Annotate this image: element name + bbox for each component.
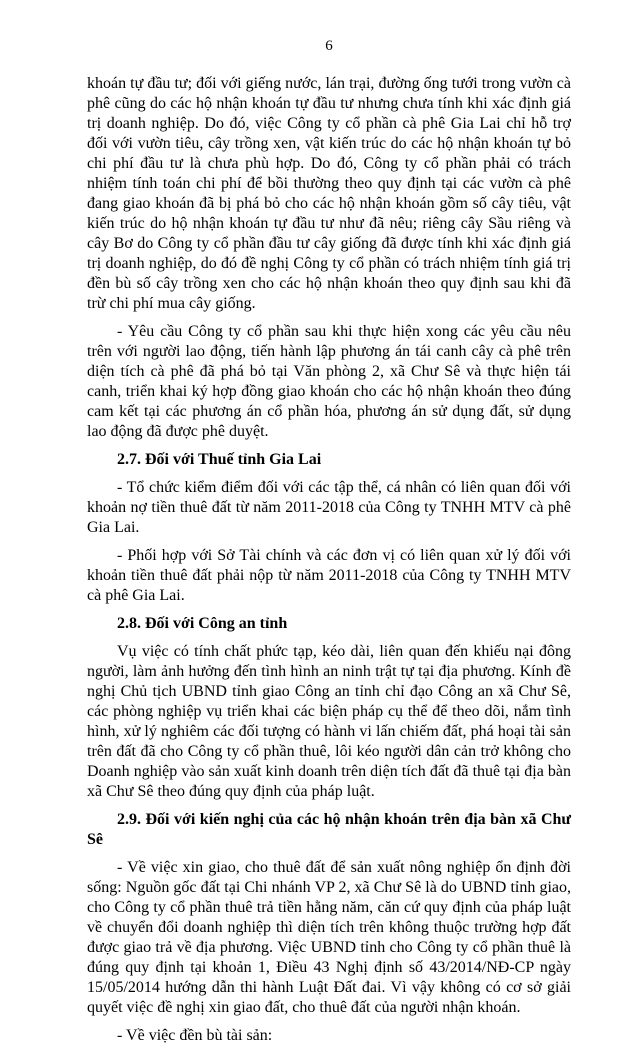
paragraph-tax-review: - Tổ chức kiểm điểm đối với các tập thể, cá nhân có liên quan đối với khoản nợ tiền thuê đất từ năm 2011-2018 của Công ty TNHH MTV cà phê Gia Lai. <box>87 479 571 536</box>
paragraph-continuation: khoán tự đầu tư; đối với giếng nước, lán trại, đường ống tưới trong vườn cà phê cũng do các hộ nhận khoán tự đầu tư nhưng chưa tính khi xác định giá trị doanh nghiệp. Do đó, việc Công ty cổ phần cà phê Gia Lai chỉ hỗ trợ đối với vườn tiêu, cây trồng xen, vật kiến trúc do các hộ nhận khoán tự bỏ chi phí đầu tư là chưa phù hợp. Do đó, Công ty cổ phần phải có trách nhiệm tính toán chi phí để bồi thường theo quy định tại các vườn cà phê đang giao khoán đã bị phá bỏ cho các hộ nhận khoán gồm số cây tiêu, vật kiến trúc do hộ nhận khoán tự đầu tư như đã nêu; riêng cây Sầu riêng và cây Bơ do Công ty cổ phần đầu tư cây giống đã được tính khi xác định giá trị doanh nghiệp, do đó đề nghị Công ty cổ phần có trách nhiệm tính giá trị đền bù số cây trồng xen cho các hộ nhận khoán theo quy định sau khi đã trừ chi phí mua cây giống. <box>87 75 571 312</box>
paragraph-asset-compensation: - Về việc đền bù tài sản: <box>117 1027 273 1044</box>
paragraph-police: Vụ việc có tính chất phức tạp, kéo dài, liên quan đến khiếu nại đông người, làm ảnh hưởng đến tình hình an ninh trật tự tại địa phương. Kính đề nghị Chủ tịch UBND tỉnh giao Công an tỉnh chỉ đạo Công an xã Chư Sê, các phòng nghiệp vụ triển khai các biện pháp cụ thể để theo dõi, nắm tình hình, xử lý nghiêm các đối tượng có hành vi lấn chiếm đất, phá hoại tài sản trên đất đã cho Công ty cổ phần thuê, lôi kéo người dân cản trở không cho Doanh nghiệp vào sản xuất kinh doanh trên diện tích đất đã thuê tại địa bàn xã Chư Sê theo đúng quy định của pháp luật. <box>87 643 571 800</box>
paragraph-land-allocation: - Về việc xin giao, cho thuê đất để sản xuất nông nghiệp ổn định đời sống: Nguồn gốc đất tại Chi nhánh VP 2, xã Chư Sê là do UBND tỉnh giao, cho Công ty cổ phần thuê trả tiền hằng năm, căn cứ quy định của pháp luật về chuyển đổi doanh nghiệp thì diện tích trên không thuộc trường hợp đất được giao trả về địa phương. Việc UBND tỉnh cho Công ty cổ phần thuê là đúng quy định tại khoản 1, Điều 43 Nghị định số 43/2014/NĐ-CP ngày 15/05/2014 hướng dẫn thi hành Luật Đất đai. Vì vậy không có cơ sở giải quyết việc đề nghị xin giao đất, cho thuê đất của người nhận khoán. <box>87 859 571 1016</box>
page-number: 6 <box>325 38 333 54</box>
section-heading-2-7: 2.7. Đối với Thuế tỉnh Gia Lai <box>117 451 322 468</box>
paragraph-reforestation-request: - Yêu cầu Công ty cổ phần sau khi thực hiện xong các yêu cầu nêu trên với người lao động, tiến hành lập phương án tái canh cây cà phê trên diện tích cà phê đã phá bỏ tại Văn phòng 2, xã Chư Sê và thực hiện tái canh, triển khai ký hợp đồng giao khoán cho các hộ nhận khoán theo đúng cam kết tại các phương án cổ phần hóa, phương án sử dụng đất, sử dụng lao động đã được phê duyệt. <box>87 323 571 440</box>
section-heading-2-9: 2.9. Đối với kiến nghị của các hộ nhận khoán trên địa bàn xã Chư Sê <box>87 811 571 848</box>
paragraph-tax-coordination: - Phối hợp với Sở Tài chính và các đơn vị có liên quan xử lý đối với khoản tiền thuê đất phải nộp từ năm 2011-2018 của Công ty TNHH MTV cà phê Gia Lai. <box>87 547 571 604</box>
section-heading-2-8: 2.8. Đối với Công an tỉnh <box>117 615 288 632</box>
